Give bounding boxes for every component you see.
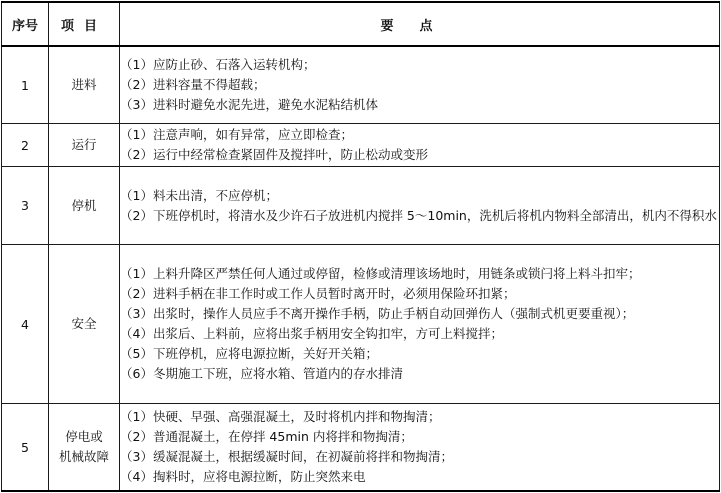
point-text: （5）下班停机，应将电源拉断，关好开关箱； bbox=[120, 346, 378, 361]
row-number: 2 bbox=[2, 124, 49, 167]
row-item bbox=[49, 404, 120, 492]
point-text: （2）下班停机时，将清水及少许石子放进机内搅拌 5～10min，洗机后将机内物料全部清出，机内不得积水 bbox=[120, 207, 717, 223]
table-row bbox=[2, 167, 720, 245]
row-points bbox=[120, 245, 720, 404]
row-points bbox=[120, 404, 720, 492]
point-text: （3）缓凝混凝土，根据缓凝时间，在初凝前将拌和物掏清； bbox=[120, 449, 453, 464]
header-item-label: 项目 bbox=[60, 18, 107, 34]
table-row bbox=[2, 46, 720, 124]
mixer-operation-table bbox=[1, 1, 720, 492]
table-row bbox=[2, 404, 720, 492]
table-row bbox=[2, 124, 720, 167]
row-points bbox=[120, 46, 720, 124]
point-text: （1）上料升降区严禁任何人通过或停留，检修或清理该场地时，用链条或锁闩将上料斗扣牢； bbox=[120, 266, 641, 281]
row-points bbox=[120, 167, 720, 245]
point-text: （4）出浆后、上料前，应将出浆手柄用安全钩扣牢，方可上料搅拌； bbox=[120, 326, 503, 341]
point-text: （2）进料容量不得超载； bbox=[120, 77, 266, 92]
row-points bbox=[120, 124, 720, 167]
row-number: 4 bbox=[2, 245, 49, 404]
point-text: （1）应防止砂、石落入运转机构； bbox=[120, 57, 316, 72]
point-text: （2）进料手柄在非工作时或工作人员暂时离开时，必须用保险环扣紧； bbox=[120, 286, 516, 301]
point-text: （2）运行中经常检查紧固件及搅拌叶，防止松动或变形 bbox=[120, 147, 428, 162]
row-item: 进料 bbox=[49, 46, 120, 124]
point-text: （3）进料时避免水泥先进，避免水泥粘结机体 bbox=[120, 97, 378, 112]
row-item: 运行 bbox=[49, 124, 120, 167]
header-points-label: 要点 bbox=[380, 18, 459, 34]
point-text: （1）快硬、早强、高强混凝土，及时将机内拌和物掏清； bbox=[120, 409, 441, 424]
point-text: （4）掏料时，应将电源拉断，防止突然来电 bbox=[120, 469, 366, 484]
point-text: （3）出浆时，操作人员应手不离开操作手柄，防止手柄自动回弹伤人（强制式机更要重视）； bbox=[120, 306, 635, 321]
row-item-line: 机械故障 bbox=[58, 449, 109, 464]
table-row bbox=[2, 245, 720, 404]
point-text: （2）普通混凝土，在停拌 45min 内将拌和物掏清； bbox=[120, 429, 413, 444]
row-number: 1 bbox=[2, 46, 49, 124]
header-no: 序号 bbox=[2, 2, 49, 46]
row-number: 5 bbox=[2, 404, 49, 492]
point-text: （1）注意声响，如有异常，应立即检查； bbox=[120, 127, 353, 142]
header-points bbox=[120, 2, 720, 46]
point-text: （1）料未出清，不应停机； bbox=[120, 187, 278, 203]
row-item: 停机 bbox=[49, 167, 120, 245]
header-item bbox=[49, 2, 120, 46]
point-text: （6）冬期施工下班，应将水箱、管道内的存水排清 bbox=[120, 366, 403, 381]
table-header-row bbox=[2, 2, 720, 46]
row-item-line: 停电或 bbox=[65, 429, 103, 444]
row-item: 安全 bbox=[49, 245, 120, 404]
row-number: 3 bbox=[2, 167, 49, 245]
